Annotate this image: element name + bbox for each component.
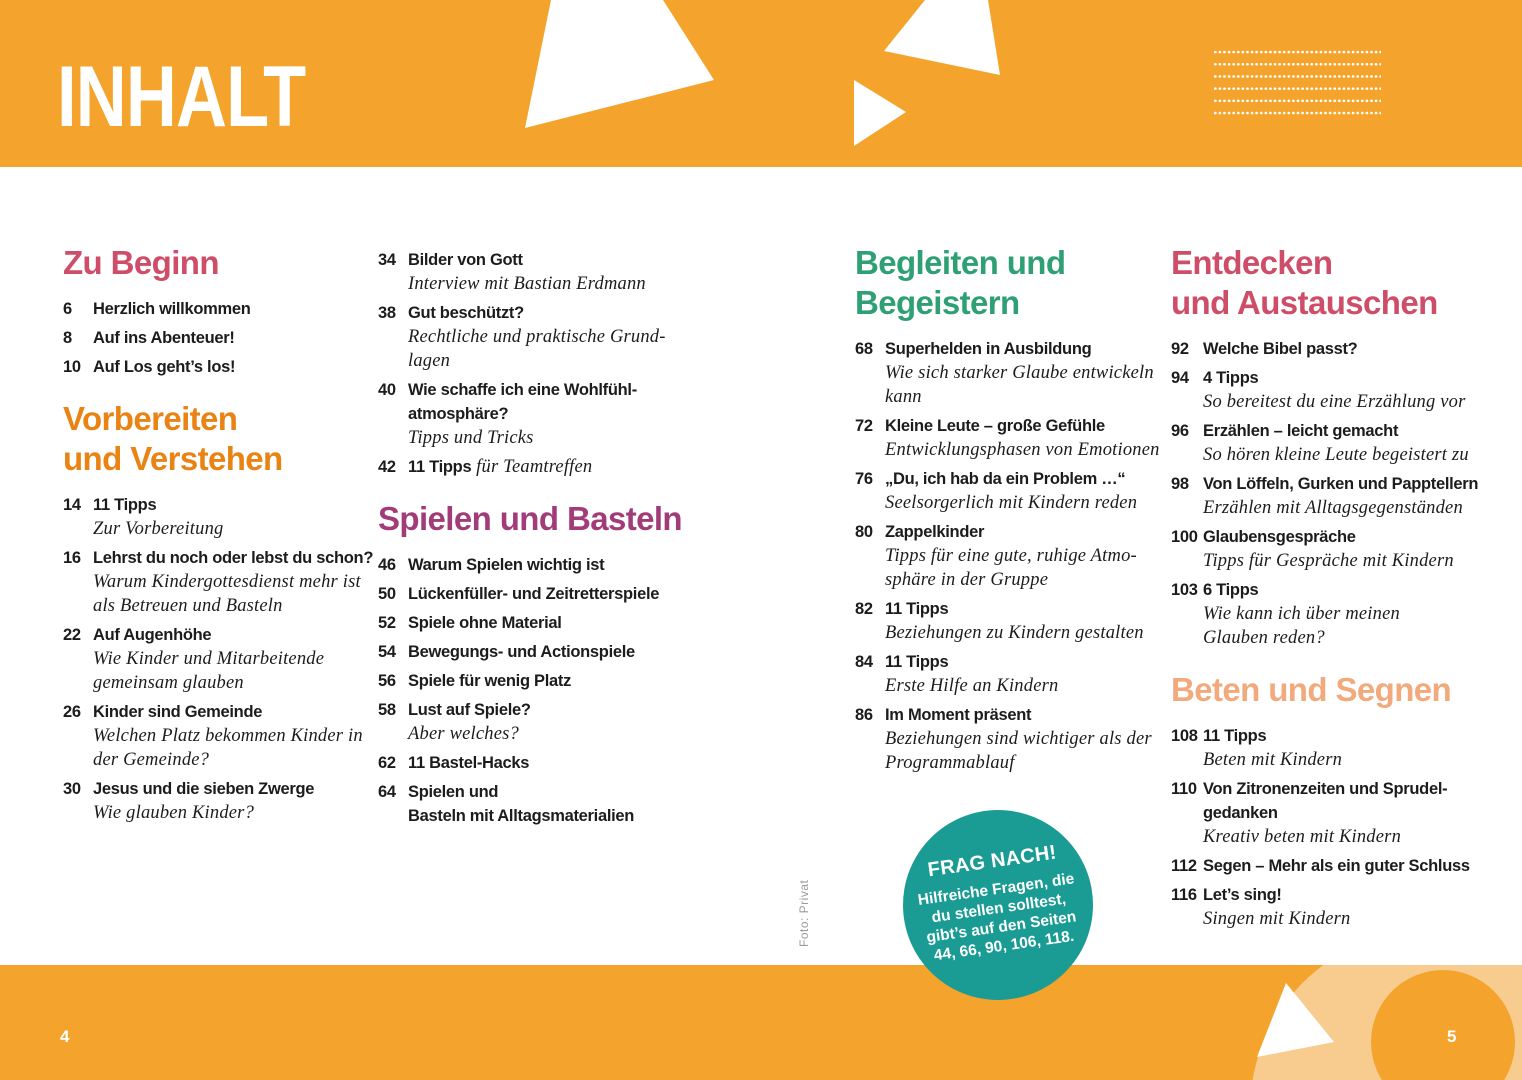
toc-entry (63, 777, 373, 825)
entry-text (885, 703, 1152, 775)
entry-title: Segen – Mehr als ein guter Schluss (1203, 857, 1470, 875)
entry-text (885, 414, 1160, 462)
entry-subtitle: Beten mit Kindern (1203, 750, 1343, 770)
toc-entry (378, 751, 678, 775)
entry-text (93, 777, 314, 825)
toc-body (0, 167, 1522, 965)
triangle-icon (525, 0, 714, 128)
entry-subtitle: Wie kann ich über meinen Glauben reden? (1203, 604, 1400, 648)
entry-text (408, 378, 637, 450)
toc-entry (1171, 578, 1516, 650)
entry-text (1203, 777, 1447, 849)
entry-text (408, 780, 634, 828)
toc-column-1 (63, 243, 373, 830)
entry-page-number: 6 (63, 300, 72, 318)
entry-text (93, 493, 223, 541)
entry-title: Kleine Leute – große Gefühle (885, 417, 1105, 435)
toc-column-3 (855, 243, 1160, 780)
entry-title: 11 Tipps (408, 458, 472, 476)
entry-subtitle: Rechtliche und praktische Grund- lagen (408, 327, 666, 371)
entry-title: Lückenfüller- und Zeitretterspiele (408, 585, 660, 603)
triangle-icon (854, 80, 906, 146)
entry-text (1203, 337, 1357, 361)
toc-entry (63, 355, 373, 379)
entry-page-number: 16 (63, 549, 81, 567)
entry-subtitle: Tipps für eine gute, ruhige Atmo- sphäre in der Gruppe (885, 546, 1137, 590)
toc-entry (63, 546, 373, 618)
entry-title: Spiele für wenig Platz (408, 672, 572, 690)
section-heading: Entdecken und Austauschen (1171, 244, 1438, 321)
entry-title: Herzlich willkommen (93, 300, 251, 318)
entry-title: Wie schaffe ich eine Wohlfühl- atmosphäre? (408, 381, 637, 423)
entry-subtitle: Welchen Platz bekommen Kinder in der Gemeinde? (93, 726, 363, 770)
badge-title: FRAG NACH! (926, 841, 1058, 882)
entry-text (408, 751, 529, 775)
entry-subtitle: Tipps und Tricks (408, 428, 534, 448)
entry-page-number: 100 (1171, 528, 1198, 546)
entry-subtitle: So bereitest du eine Erzählung vor (1203, 392, 1466, 412)
entry-text (885, 650, 1058, 698)
toc-entry (1171, 525, 1516, 573)
entry-text (408, 698, 531, 746)
toc-entry (378, 780, 678, 828)
entry-title: Bewegungs- und Actionspiele (408, 643, 635, 661)
entry-text (408, 455, 592, 479)
entry-page-number: 22 (63, 626, 81, 644)
entry-title: 6 Tipps (1203, 581, 1259, 599)
entry-text (408, 248, 646, 296)
toc-entry (855, 650, 1155, 698)
entry-page-number: 110 (1171, 780, 1197, 798)
entry-title: Let’s sing! (1203, 886, 1282, 904)
toc-entry (378, 248, 678, 296)
entry-text (1203, 525, 1454, 573)
entry-page-number: 40 (378, 381, 396, 399)
toc-entry (378, 698, 678, 746)
dots-pattern-decoration (1213, 46, 1381, 120)
section-heading: Begleiten und Begeistern (855, 244, 1066, 321)
entry-page-number: 14 (63, 496, 81, 514)
entry-title: Auf ins Abenteuer! (93, 329, 235, 347)
toc-column-4 (1171, 243, 1516, 936)
entry-title: Gut beschützt? (408, 304, 524, 322)
page-number-left: 4 (60, 1027, 70, 1046)
entry-subtitle: Tipps für Gespräche mit Kindern (1203, 551, 1454, 571)
entry-text (1203, 883, 1350, 931)
entry-text (1203, 724, 1342, 772)
entry-page-number: 8 (63, 329, 72, 347)
section-heading: Zu Beginn (63, 244, 219, 281)
entry-text (408, 611, 562, 635)
entry-page-number: 58 (378, 701, 396, 719)
toc-entry (378, 378, 678, 450)
toc-entry (378, 669, 678, 693)
toc-entry (1171, 472, 1516, 520)
toc-entry (378, 611, 678, 635)
entry-page-number: 84 (855, 653, 873, 671)
entry-subtitle: Wie glauben Kinder? (93, 803, 255, 823)
entry-title: Lust auf Spiele? (408, 701, 531, 719)
entry-page-number: 94 (1171, 369, 1189, 387)
toc-entry (63, 700, 373, 772)
entry-title: Spielen und Basteln mit Alltagsmaterialien (408, 783, 635, 825)
toc-entry (378, 455, 678, 479)
toc-entry (855, 467, 1155, 515)
entry-text (885, 597, 1144, 645)
entry-page-number: 98 (1171, 475, 1189, 493)
toc-entry (1171, 337, 1516, 361)
entry-title: 11 Tipps (1203, 727, 1267, 745)
entry-subtitle: Kreativ beten mit Kindern (1203, 827, 1402, 847)
entry-title: Kinder sind Gemeinde (93, 703, 263, 721)
entry-page-number: 30 (63, 780, 81, 798)
frag-nach-badge (903, 810, 1093, 1000)
toc-entry (1171, 724, 1516, 772)
entry-subtitle: Warum Kindergottesdienst mehr ist als Betreuen und Basteln (93, 572, 361, 616)
entry-page-number: 42 (378, 458, 396, 476)
toc-entry (378, 301, 678, 373)
toc-entry (855, 337, 1155, 409)
entry-title: Bilder von Gott (408, 251, 523, 269)
entry-title: Auf Los geht’s los! (93, 358, 236, 376)
entry-text (93, 623, 324, 695)
entry-subtitle: Wie Kinder und Mitarbeitende gemeinsam glauben (93, 649, 325, 693)
entry-title: Jesus und die sieben Zwerge (93, 780, 315, 798)
entry-subtitle: Wie sich starker Glaube entwickeln kann (885, 363, 1154, 407)
entry-page-number: 10 (63, 358, 81, 376)
toc-entry (855, 414, 1160, 462)
entry-title: Warum Spielen wichtig ist (408, 556, 605, 574)
entry-page-number: 76 (855, 470, 873, 488)
entry-title: Auf Augenhöhe (93, 626, 212, 644)
entry-page-number: 92 (1171, 340, 1189, 358)
entry-title: „Du, ich hab da ein Problem …“ (885, 470, 1126, 488)
entry-title: Von Zitronenzeiten und Sprudel- gedanken (1203, 780, 1448, 822)
toc-entry (1171, 854, 1516, 878)
entry-text (1203, 472, 1478, 520)
entry-page-number: 108 (1171, 727, 1198, 745)
entry-title: Glaubensgespräche (1203, 528, 1356, 546)
entry-subtitle: Singen mit Kindern (1203, 909, 1351, 929)
entry-text (408, 553, 604, 577)
section-heading: Spielen und Basteln (378, 500, 682, 537)
entry-text (93, 326, 235, 350)
entry-title: Superhelden in Ausbildung (885, 340, 1092, 358)
entry-text (1203, 854, 1470, 878)
entry-page-number: 116 (1171, 886, 1197, 904)
entry-text (408, 301, 666, 373)
entry-page-number: 52 (378, 614, 396, 632)
entry-title: Spiele ohne Material (408, 614, 562, 632)
entry-page-number: 68 (855, 340, 873, 358)
entry-page-number: 80 (855, 523, 873, 541)
toc-entry (378, 640, 678, 664)
footer-triangle-decoration (0, 965, 1522, 1080)
entry-text (93, 355, 235, 379)
entry-title: Lehrst du noch oder lebst du schon? (93, 549, 374, 567)
toc-column-2 (378, 248, 682, 833)
toc-entry (855, 597, 1155, 645)
entry-text (1203, 419, 1469, 467)
entry-page-number: 82 (855, 600, 873, 618)
entry-subtitle: Erzählen mit Alltagsgegenständen (1203, 498, 1463, 518)
toc-entry (1171, 419, 1516, 467)
entry-text (885, 520, 1137, 592)
entry-text (93, 297, 251, 321)
entry-title: 11 Bastel-Hacks (408, 754, 530, 772)
frag-nach-badge-content (903, 838, 1092, 967)
entry-page-number: 72 (855, 417, 873, 435)
entry-page-number: 46 (378, 556, 396, 574)
entry-title: Welche Bibel passt? (1203, 340, 1358, 358)
toc-entry (63, 623, 373, 695)
entry-subtitle: Aber welches? (408, 724, 519, 744)
entry-page-number: 112 (1171, 857, 1197, 875)
entry-text (408, 669, 571, 693)
entry-text (885, 337, 1154, 409)
page-number-right: 5 (1447, 1027, 1457, 1046)
page-title: INHALT (57, 49, 306, 145)
entry-title: 11 Tipps (885, 600, 949, 618)
triangle-icon (884, 0, 1000, 75)
entry-page-number: 38 (378, 304, 396, 322)
entry-page-number: 50 (378, 585, 396, 603)
entry-page-number: 26 (63, 703, 81, 721)
toc-entry (1171, 777, 1516, 849)
entry-subtitle: Erste Hilfe an Kindern (885, 676, 1059, 696)
toc-entry (63, 493, 373, 541)
photo-credit: Foto: Privat (797, 879, 811, 947)
entry-title: Erzählen – leicht gemacht (1203, 422, 1399, 440)
footer-band (0, 965, 1522, 1080)
entry-subtitle: Zur Vorbereitung (93, 519, 224, 539)
header-band (0, 0, 1522, 167)
entry-title: Von Löffeln, Gurken und Papptellern (1203, 475, 1479, 493)
entry-text (408, 582, 659, 606)
entry-page-number: 54 (378, 643, 396, 661)
entry-text (885, 467, 1137, 515)
toc-entry (378, 553, 678, 577)
entry-title: Im Moment präsent (885, 706, 1032, 724)
entry-text (1203, 366, 1466, 414)
entry-title: 11 Tipps (93, 496, 157, 514)
entry-page-number: 103 (1171, 581, 1198, 599)
entry-text (408, 640, 635, 664)
entry-text (93, 546, 373, 618)
section-heading: Vorbereiten und Verstehen (63, 400, 283, 477)
entry-subtitle: Entwicklungsphasen von Emotionen (885, 440, 1160, 460)
entry-text (1203, 578, 1400, 650)
entry-subtitle: Beziehungen sind wichtiger als der Programmablauf (885, 729, 1152, 773)
toc-entry (63, 326, 373, 350)
entry-title: Zappelkinder (885, 523, 985, 541)
triangle-icon (1257, 983, 1334, 1057)
entry-title: 11 Tipps (885, 653, 949, 671)
entry-page-number: 86 (855, 706, 873, 724)
entry-subtitle: Seelsorgerlich mit Kindern reden (885, 493, 1138, 513)
entry-title: 4 Tipps (1203, 369, 1259, 387)
toc-entry (855, 520, 1155, 592)
entry-page-number: 96 (1171, 422, 1189, 440)
entry-page-number: 56 (378, 672, 396, 690)
entry-subtitle: Beziehungen zu Kindern gestalten (885, 623, 1144, 643)
toc-entry (1171, 883, 1516, 931)
toc-entry (63, 297, 373, 321)
entry-title-italic: für Teamtreffen (471, 457, 593, 477)
entry-text (93, 700, 363, 772)
entry-page-number: 62 (378, 754, 396, 772)
entry-subtitle: So hören kleine Leute begeistert zu (1203, 445, 1469, 465)
badge-text: Hilfreiche Fragen, die du stellen solltest, gibt’s auf den Seiten 44, 66, 90, 106, 118. (916, 870, 1078, 965)
entry-subtitle: Interview mit Bastian Erdmann (408, 274, 646, 294)
toc-entry (855, 703, 1155, 775)
toc-entry (1171, 366, 1516, 414)
entry-page-number: 64 (378, 783, 396, 801)
toc-entry (378, 582, 678, 606)
section-heading: Beten und Segnen (1171, 671, 1452, 708)
entry-page-number: 34 (378, 251, 396, 269)
